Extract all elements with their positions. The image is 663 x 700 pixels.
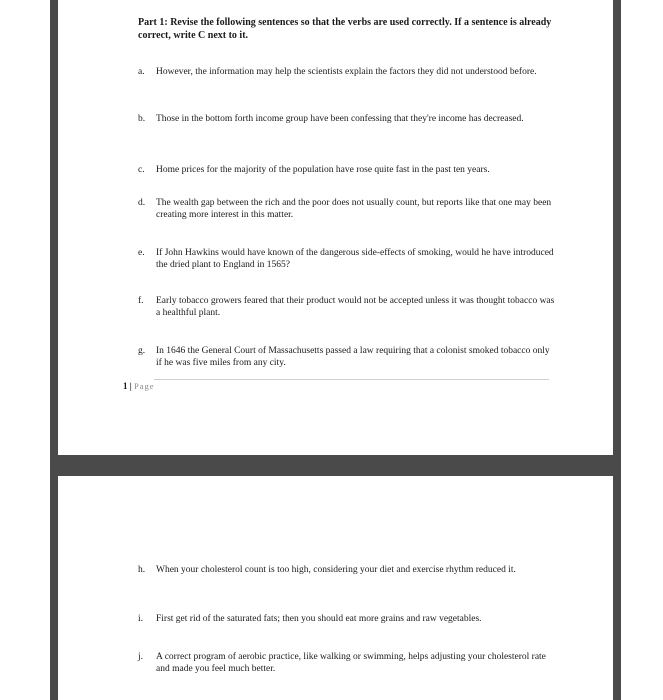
item-letter: i. — [138, 614, 144, 624]
page-number: 1 — [123, 381, 128, 391]
item-letter: b. — [138, 114, 146, 124]
footer-divider — [154, 379, 549, 380]
page-footer — [123, 381, 155, 391]
item-text: In 1646 the General Court of Massachusetts passed a law requiring that a colonist smoked tobacco only if he was five miles from any city. — [156, 346, 550, 368]
part-1-instructions: Part 1: Revise the following sentences so that the verbs are used correctly. If a sentence is already correct, write C next to it. — [138, 17, 552, 41]
item-letter: d. — [138, 198, 146, 208]
item-text: A correct program of aerobic practice, like walking or swimming, helps adjusting your cholesterol rate and made you feel much better. — [156, 652, 546, 674]
page-2 — [58, 476, 613, 700]
item-text: However, the information may help the scientists explain the factors they did not understood before. — [156, 67, 537, 77]
item-text: Early tobacco growers feared that their product would not be accepted unless it was thought tobacco was a healthful plant. — [156, 296, 555, 318]
item-text: When your cholesterol count is too high, considering your diet and exercise rhythm reduced it. — [156, 565, 516, 575]
item-letter: c. — [138, 165, 145, 175]
item-letter: h. — [138, 565, 146, 575]
item-letter: a. — [138, 67, 145, 77]
item-text: Home prices for the majority of the population have rose quite fast in the past ten years. — [156, 165, 490, 175]
item-text: If John Hawkins would have known of the dangerous side-effects of smoking, would he have introduced the dried plant to England in 1565? — [156, 248, 554, 270]
item-letter: g. — [138, 346, 146, 356]
page-1 — [58, 0, 613, 455]
page-label: Page — [133, 381, 155, 391]
footer-separator: | — [129, 381, 132, 391]
item-letter: f. — [138, 296, 144, 306]
item-text: First get rid of the saturated fats; then you should eat more grains and raw vegetables. — [156, 614, 482, 624]
item-letter: j. — [138, 652, 144, 662]
item-text: Those in the bottom forth income group have been confessing that they're income has decreased. — [156, 114, 524, 124]
item-text: The wealth gap between the rich and the poor does not usually count, but reports like that one may been creating more interest in this matter. — [156, 198, 552, 220]
item-letter: e. — [138, 248, 145, 258]
